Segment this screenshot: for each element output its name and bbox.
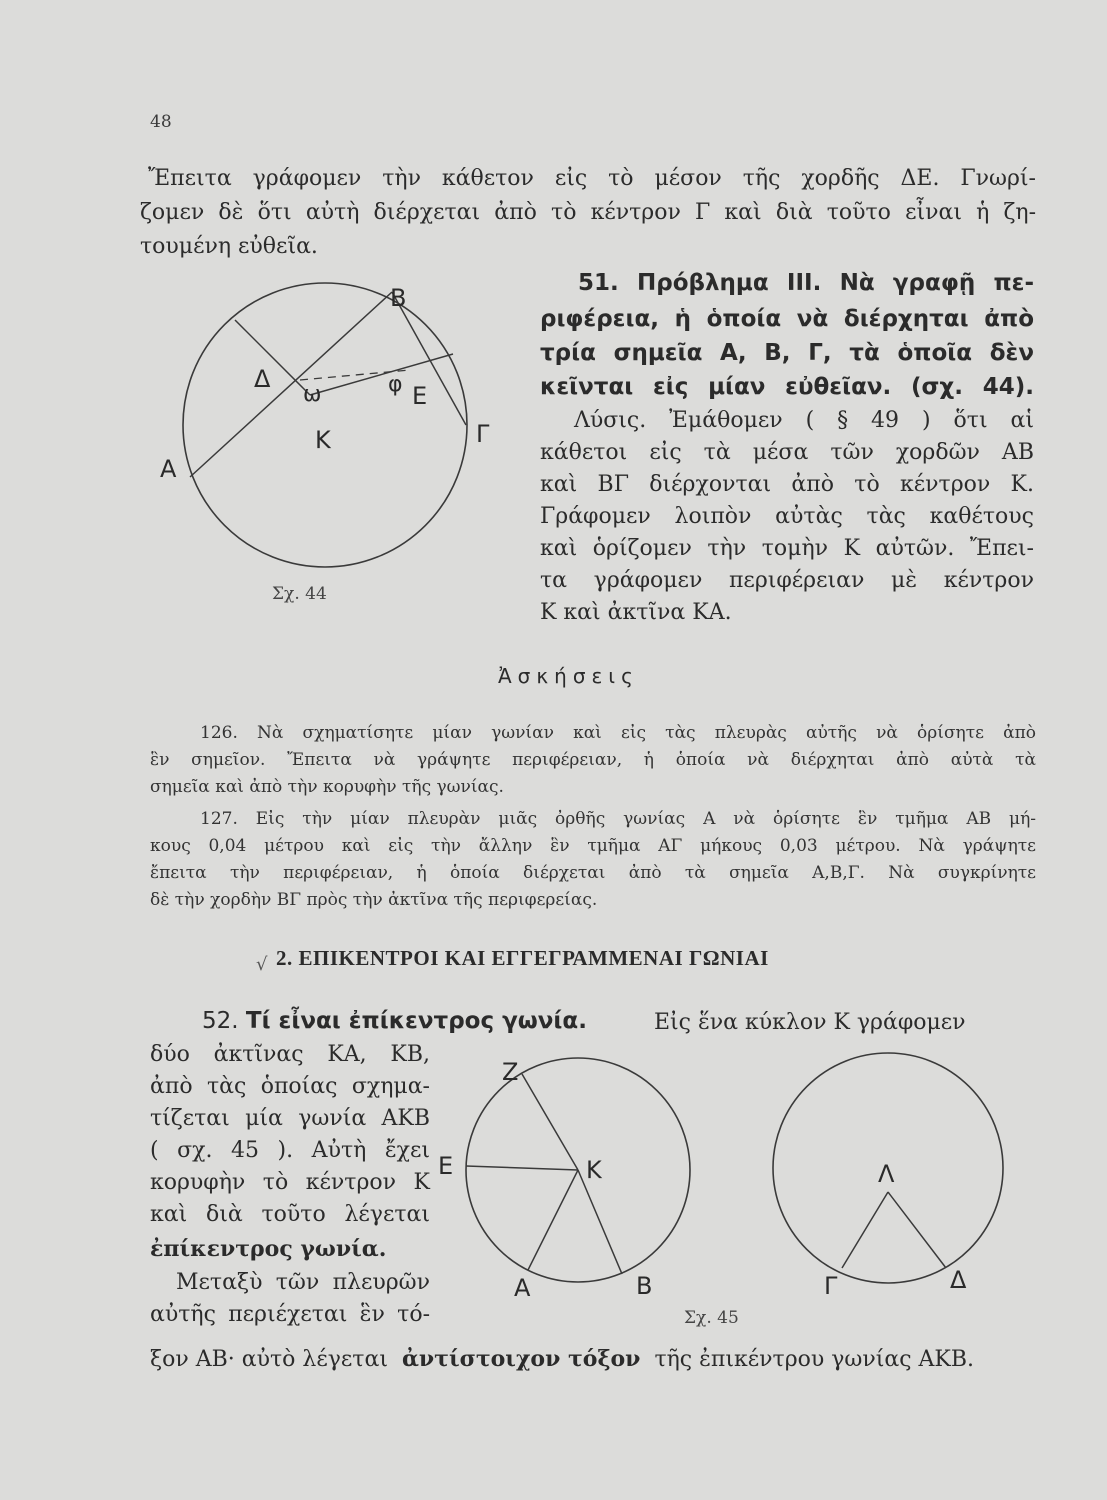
last-line-part: ξον ΑΒ· αὐτὸ λέγεται (150, 1347, 388, 1372)
problem-51-line: τρία σημεῖα Α, Β, Γ, τὰ ὁποῖα δὲν (540, 340, 1034, 366)
topic-52-line: Μεταξὺ τῶν πλευρῶν (176, 1270, 430, 1295)
topic-52-number: 52. (202, 1008, 239, 1034)
label-e: Ε (438, 1152, 454, 1180)
side-ld (888, 1192, 946, 1268)
exercises-title: Ἀσκήσεις (498, 664, 639, 688)
label-d: Δ (950, 1266, 967, 1294)
page-number: 48 (150, 112, 172, 132)
solution-line: καὶ ὁρίζομεν τὴν τομὴν Κ αὐτῶν. Ἔπει- (540, 536, 1034, 561)
label-b: Β (390, 284, 407, 312)
label-omega: ω (303, 382, 322, 407)
topic-52-line: ( σχ. 45 ). Αὐτὴ ἔχει (150, 1138, 430, 1163)
label-g: Γ (476, 420, 490, 448)
label-a: Α (160, 455, 177, 483)
label-k: Κ (315, 426, 331, 454)
intro-line: ζομεν δὲ ὅτι αὐτὴ διέρχεται ἀπὸ τὸ κέντρον Γ καὶ διὰ τοῦτο εἶναι ἡ ζη- (140, 200, 1036, 225)
problem-51-title (578, 270, 1034, 296)
label-k: Κ (586, 1156, 602, 1184)
perpendicular-ab (235, 320, 310, 395)
topic-52-line: αὐτῆς περιέχεται ἓν τό- (150, 1302, 430, 1327)
label-g: Γ (824, 1272, 838, 1300)
exercise-line: 126. Νὰ σχηματίσητε μίαν γωνίαν καὶ εἰς τὰς πλευρὰς αὐτῆς νὰ ὁρίσητε ἀπὸ (200, 723, 1036, 743)
problem-51-line: κεῖνται εἰς μίαν εὐθεῖαν. (σχ. 44). (540, 374, 1034, 400)
radius-ke (466, 1166, 578, 1170)
figure-44 (150, 270, 530, 610)
figure-45-caption: Σχ. 45 (684, 1308, 739, 1328)
figure-44-caption: Σχ. 44 (272, 584, 327, 604)
exercise-line: κους 0,04 μέτρου καὶ εἰς τὴν ἄλλην ἓν τμῆμα ΑΓ μήκους 0,03 μέτρου. Νὰ γράψητε (150, 836, 1036, 856)
section-heading: 2. ΕΠΙΚΕΝΤΡΟΙ ΚΑΙ ΕΓΓΕΓΡΑΜΜΕΝΑΙ ΓΩΝΙΑΙ (276, 946, 769, 970)
topic-52-line: ἀπὸ τὰς ὁποίας σχημα- (150, 1074, 430, 1099)
last-line-part: τῆς ἐπικέντρου γωνίας ΑΚΒ. (654, 1347, 974, 1372)
topic-52-last-line (150, 1346, 974, 1372)
label-phi: φ (388, 372, 403, 397)
solution-line: κάθετοι εἰς τὰ μέσα τῶν χορδῶν ΑΒ (540, 440, 1034, 465)
solution-line: Λύσις. Ἐμάθομεν ( § 49 ) ὅτι αἱ (574, 408, 1034, 433)
label-z: Ζ (502, 1058, 519, 1086)
intro-line: Ἔπειτα γράφομεν τὴν κάθετον εἰς τὸ μέσον τῆς χορδῆς ΔΕ. Γνωρί- (148, 166, 1036, 191)
radius-ka (528, 1170, 578, 1270)
problem-51-line: ριφέρεια, ἡ ὁποία νὰ διέρχηται ἀπὸ (540, 306, 1034, 332)
solution-line: Κ καὶ ἀκτῖνα ΚΑ. (540, 600, 732, 625)
topic-52-line: τίζεται μία γωνία ΑΚΒ (150, 1106, 430, 1131)
problem-51-title-text: 51. Πρόβλημα ΙΙΙ. Νὰ γραφῇ πε- (578, 270, 1034, 296)
label-d: Δ (254, 365, 271, 393)
topic-52-line: κορυφὴν τὸ κέντρον Κ (150, 1170, 430, 1195)
term-antistoichon-toxon: ἀντίστοιχον τόξον (401, 1346, 641, 1372)
figure-45 (430, 1050, 1050, 1310)
label-b: Β (636, 1272, 653, 1300)
chord-ab (190, 292, 392, 477)
intro-line: τουμένη εὐθεῖα. (140, 234, 318, 259)
exercise-line: ἓν σημεῖον. Ἔπειτα νὰ γράψητε περιφέρειαν, ἡ ὁποία νὰ διέρχηται ἀπὸ αὐτὰ τὰ (150, 750, 1036, 770)
circle-44 (183, 283, 467, 567)
topic-52-line: δύο ἀκτῖνας ΚΑ, ΚΒ, (150, 1042, 430, 1067)
exercise-line: ἔπειτα τὴν περιφέρειαν, ἡ ὁποία διέρχεται ἀπὸ τὰ σημεῖα Α,Β,Γ. Νὰ συγκρίνητε (150, 863, 1036, 883)
radius-kb (578, 1170, 622, 1274)
exercise-line: 127. Εἰς τὴν μίαν πλευρὰν μιᾶς ὀρθῆς γωνίας Α νὰ ὁρίσητε ἓν τμῆμα ΑΒ μή- (200, 809, 1036, 829)
exercise-line: δὲ τὴν χορδὴν ΒΓ πρὸς τὴν ἀκτῖνα τῆς περιφερείας. (150, 890, 598, 910)
check-mark: √ (256, 954, 268, 975)
topic-52-title: Τί εἶναι ἐπίκεντρος γωνία. (245, 1008, 587, 1034)
topic-52-line: καὶ διὰ τοῦτο λέγεται (150, 1202, 430, 1227)
perpendicular-bg (310, 354, 453, 395)
label-e: Ε (412, 382, 428, 410)
exercise-line: σημεῖα καὶ ἀπὸ τὴν κορυφὴν τῆς γωνίας. (150, 777, 504, 797)
radius-kz (522, 1074, 578, 1170)
side-lg (842, 1192, 888, 1268)
label-l: Λ (878, 1160, 895, 1188)
solution-line: καὶ ΒΓ διέρχονται ἀπὸ τὸ κέντρον Κ. (540, 472, 1034, 497)
solution-line: Γράφομεν λοιπὸν αὐτὰς τὰς καθέτους (540, 504, 1034, 529)
topic-52-line: Εἰς ἕνα κύκλον Κ γράφομεν (654, 1010, 966, 1035)
term-epikentros: ἐπίκεντρος γωνία. (150, 1236, 387, 1262)
topic-52-heading (202, 1008, 587, 1034)
solution-line: τα γράφομεν περιφέρειαν μὲ κέντρον (540, 568, 1034, 593)
label-a: Α (514, 1274, 531, 1302)
